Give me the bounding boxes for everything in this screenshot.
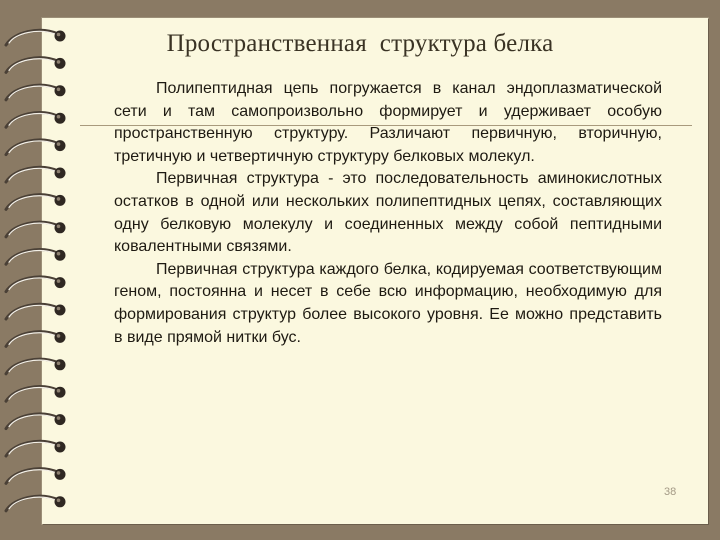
paragraph-2: Первичная структура - это последовательность аминокислотных остатков в одной или нескольких полипептидных цепях, составляющих одну белковую молекулу и соединенных между собой пептидными ковалентными связями. [114,170,662,256]
slide-title: Пространственная структура белка [166,30,554,57]
binding-ring [6,332,66,347]
binding-ring [6,277,66,292]
binding-ring [6,167,66,182]
binding-ring [6,85,66,100]
binding-ring [6,469,66,484]
binding-ring [6,195,66,210]
binding-ring [6,441,66,456]
binding-ring [6,58,66,73]
paragraph-3: Первичная структура каждого белка, кодируемая соответствующим геном, постоянна и несет в себе всю информацию, необходимую для формирования структур более высокого уровня. Ее можно представить в виде прямой нитки бус. [114,260,662,346]
binding-ring [6,387,66,402]
slide-body [114,78,662,349]
binding-ring [6,222,66,237]
page-number: 38 [664,486,677,498]
binding-ring [6,496,66,511]
binding-ring [6,414,66,429]
binding-ring [6,359,66,374]
binding-ring [6,304,66,319]
paragraph-1: Полипептидная цепь погружается в канал эндоплазматической сети и там самопроизвольно формирует и удерживает особую пространственную структуру. Различают первичную, вторичную, третичную и четвертичную структуру белковых молекул. [114,80,662,165]
binding-ring [6,113,66,128]
binding-ring [6,140,66,155]
binding-ring [6,250,66,265]
spiral-binding-icon [0,0,80,540]
